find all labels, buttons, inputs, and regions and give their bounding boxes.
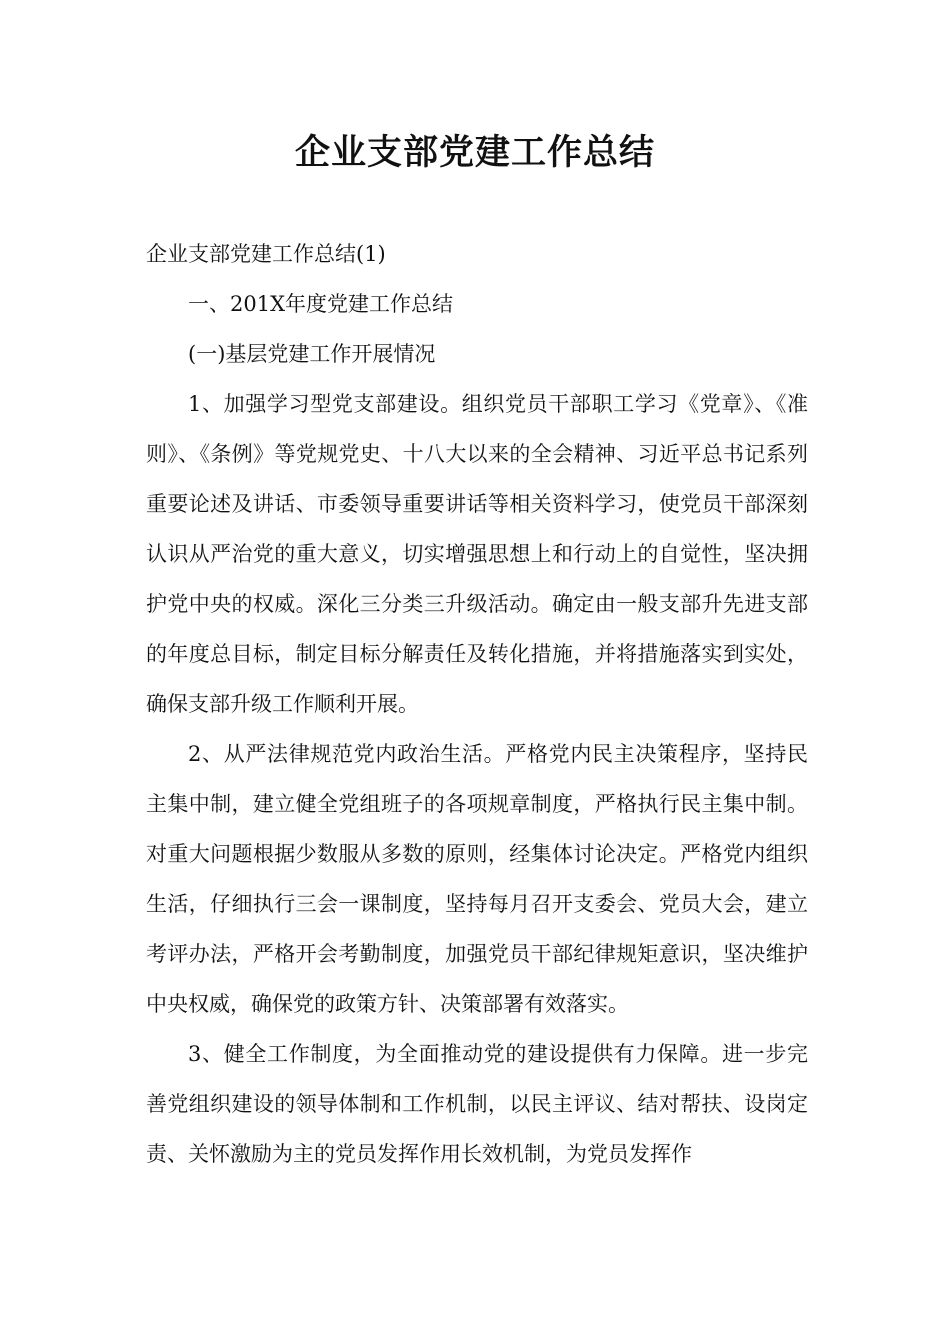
section-heading: 一、201X年度党建工作总结 bbox=[188, 292, 454, 316]
subsection-heading: (一)基层党建工作开展情况 bbox=[188, 342, 436, 366]
paragraph-1: 1、加强学习型党支部建设。组织党员干部职工学习《党章》、《准则》、《条例》等党规党史、十八大以来的全会精神、习近平总书记系列重要论述及讲话、市委领导重要讲话等相关资料学习，使党员干部深刻认识从严治党的重大意义，切实增强思想上和行动上的自觉性，坚决拥护党中央的权威。深化三分类三升级活动。确定由一般支部升先进支部的年度总目标，制定目标分解责任及转化措施，并将措施落实到实处，确保支部升级工作顺利开展。 bbox=[146, 392, 808, 716]
paragraph-2: 2、从严法律规范党内政治生活。严格党内民主决策程序，坚持民主集中制，建立健全党组班子的各项规章制度，严格执行民主集中制。对重大问题根据少数服从多数的原则，经集体讨论决定。严格党内组织生活，仔细执行三会一课制度，坚持每月召开支委会、党员大会，建立考评办法，严格开会考勤制度，加强党员干部纪律规矩意识，坚决维护中央权威，确保党的政策方针、决策部署有效落实。 bbox=[146, 742, 808, 1016]
document-subtitle: 企业支部党建工作总结(1) bbox=[146, 242, 386, 266]
paragraph-3: 3、健全工作制度，为全面推动党的建设提供有力保障。进一步完善党组织建设的领导体制和工作机制，以民主评议、结对帮扶、设岗定责、关怀激励为主的党员发挥作用长效机制，为党员发挥作 bbox=[146, 1042, 808, 1166]
document-title: 企业支部党建工作总结 bbox=[294, 133, 655, 173]
document-body bbox=[146, 229, 808, 1179]
